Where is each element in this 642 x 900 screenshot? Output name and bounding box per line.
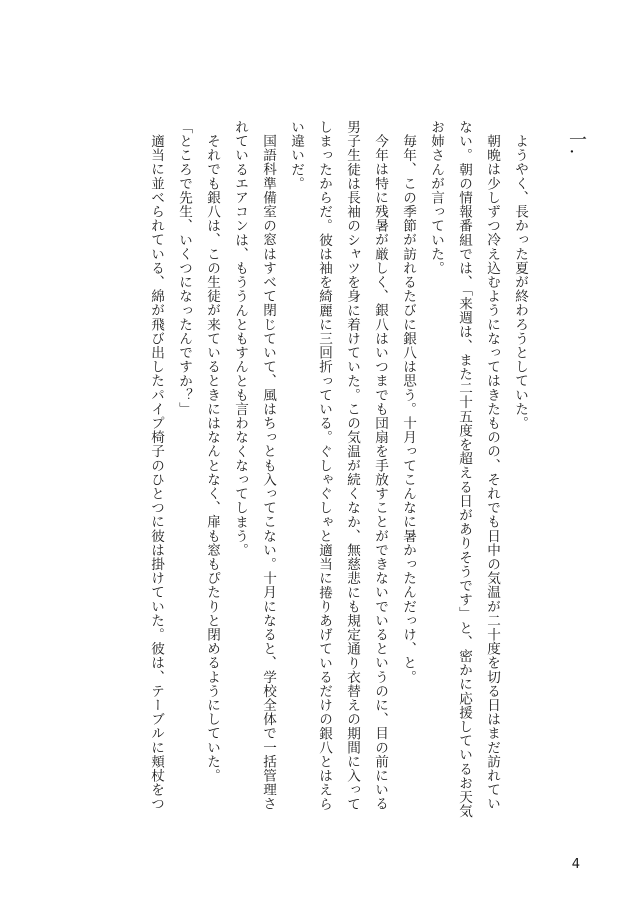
paragraph-1: ようやく、長かった夏が終わろうとしていた。	[512, 133, 528, 430]
paragraph-6: それでも銀八は、この生徒が来ているときにはなんとなく、扉も窓もぴたりと閉めるようにしていた。	[204, 133, 220, 783]
paragraph-8: 適当に並べられている、綿が飛び出したパイプ椅子のひとつに彼は掛けていた。彼は、テーブルに頬杖をつ	[148, 133, 164, 811]
paragraph-7-dialogue: 「ところで先生、いくつになったんですか？」	[176, 120, 192, 417]
paragraph-5: 国語科準備室の窓はすべて閉じていて、風はちっとも入ってこない。十月になると、学校全体で一括管理されているエアコンは、もううんともすんとも言わなくなってしまう。	[232, 120, 276, 811]
paragraph-2: 朝晩は少しずつ冷え込むようになってはきたものの、それでも日中の気温が二十度を切る日はまだ訪れていない。朝の情報番組では、「来週は、また二十五度を超える日がありそうです」と、密かに応援しているお天気お姉さんが言っていた。	[428, 120, 500, 819]
paragraph-4: 今年は特に残暑が厳しく、銀八はいつまでも団扇を手放すことができないでいるというのに、目の前にいる男子生徒は長袖のシャツを身に着けていた。この気温が続くなか、無慈悲にも規定通り衣替えの期間に入ってしまったからだ。彼は袖を綺麗に三回折っている。ぐしゃぐしゃと適当に捲りあげているだけの銀八とはえらい違いだ。	[288, 120, 388, 811]
vertical-text-block	[50, 120, 590, 820]
chapter-title: 一.	[566, 130, 587, 155]
paragraph-3: 毎年、この季節が訪れるたびに銀八は思う。十月ってこんなに暑かったんだっけ、と。	[400, 133, 416, 684]
page-number: 4	[571, 857, 580, 872]
